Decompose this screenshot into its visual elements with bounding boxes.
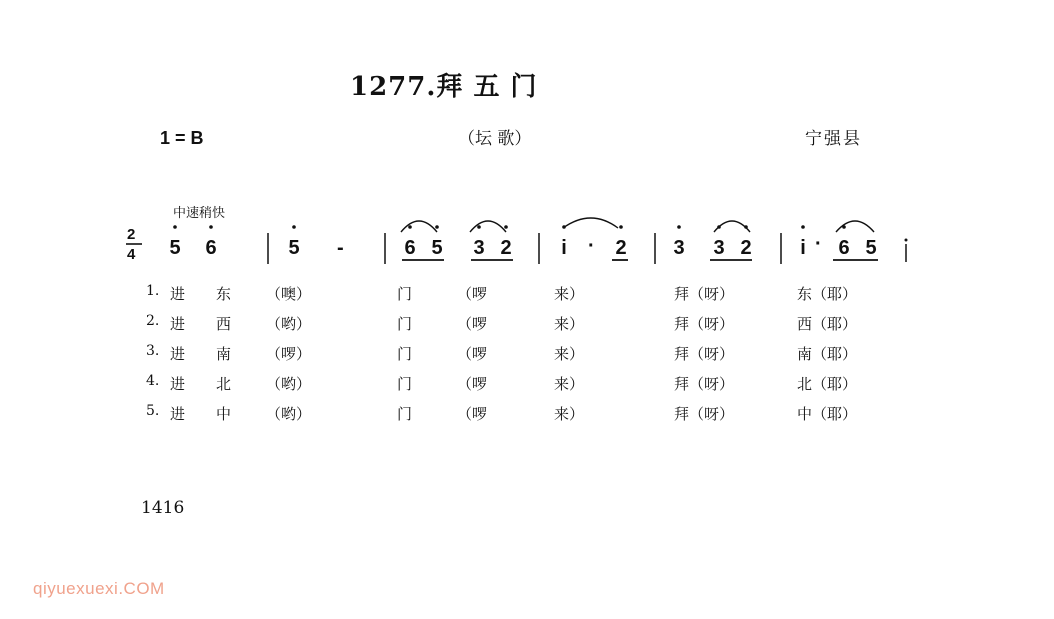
octave-dot [477,225,481,229]
page-number: 1416 [141,498,185,518]
octave-dot [619,225,623,229]
lyric-word: 进 [170,285,186,303]
octave-dot [209,225,213,229]
time-signature-top: 2 [127,226,136,243]
lyric-word: （哟） [266,375,312,393]
lyric-word: 拜（呀） [674,315,735,333]
octave-dot [717,225,721,229]
lyric-word: （啰 [457,315,488,333]
tempo-marking: 中速稍快 [173,206,226,221]
lyric-word: （哟） [266,405,312,423]
lyric-word: （哟） [266,315,312,333]
lyric-word: 拜（呀） [674,405,735,423]
verse-number: 1. [146,283,160,299]
lyric-word: （啰 [457,405,488,423]
lyric-word: 来） [554,405,585,423]
note: 6 [838,237,850,259]
note: 2 [615,237,627,259]
lyric-word: 进 [170,345,186,363]
lyric-word: （噢） [266,285,312,303]
note: 5 [169,237,181,259]
lyric-word: 拜（呀） [674,285,735,303]
octave-dot [408,225,412,229]
lyric-word: （啰 [457,375,488,393]
octave-dot [801,225,805,229]
song-title: 1277.拜 五 门 [350,72,538,102]
lyric-word: 来） [554,315,585,333]
octave-dot [562,225,566,229]
note: 5 [431,237,443,259]
lyric-word: 来） [554,345,585,363]
lyric-word: 门 [397,375,413,393]
lyric-word: 东 [216,285,232,303]
octave-dot [292,225,296,229]
lyric-word: 来） [554,285,585,303]
lyric-word: 来） [554,375,585,393]
note: 6 [205,237,217,259]
dotted-note-mark: · [815,233,822,255]
lyric-word: 南 [216,345,232,363]
lyric-word: 门 [397,345,413,363]
lyric-word: 门 [397,405,413,423]
note: 5 [865,237,877,259]
tie [563,218,618,228]
lyric-word: 中 [216,405,232,423]
verse-number: 3. [146,343,160,359]
slur [470,221,506,232]
lyric-word: 进 [170,405,186,423]
lyric-word: 西（耶） [797,315,858,333]
note: 5 [288,237,300,259]
note: 6 [404,237,416,259]
lyric-word: 进 [170,315,186,333]
lyric-word: 拜（呀） [674,375,735,393]
note: 2 [500,237,512,259]
octave-dot [435,225,439,229]
lyric-word: （啰 [457,285,488,303]
lyric-word: 门 [397,285,413,303]
bar-dot [905,239,908,242]
lyric-word: 南（耶） [797,345,858,363]
verse-number: 2. [146,313,160,329]
verse-number: 5. [146,403,160,419]
region-label: 宁强县 [805,129,862,149]
lyric-word: 门 [397,315,413,333]
lyric-word: 东（耶） [797,285,858,303]
octave-dot [504,225,508,229]
key-signature: 1 = B [160,128,204,148]
time-signature-bottom: 4 [127,246,136,263]
octave-dot [842,225,846,229]
lyric-word: 西 [216,315,232,333]
note: 3 [673,237,685,259]
verse-number: 4. [146,373,160,389]
lyric-word: （啰） [266,345,312,363]
note: i [561,237,567,259]
slur [401,221,437,232]
dotted-note-mark: · [588,235,595,257]
lyric-word: 进 [170,375,186,393]
lyric-word: 拜（呀） [674,345,735,363]
genre-label: （坛 歌） [458,129,532,149]
note: 3 [473,237,485,259]
watermark: qiyuexuexi.COM [33,579,165,598]
lyric-word: 北 [216,375,232,393]
octave-dot [744,225,748,229]
note: 2 [740,237,752,259]
lyric-word: 北（耶） [797,375,858,393]
octave-dot [173,225,177,229]
octave-dot [677,225,681,229]
note-dash: - [337,237,344,259]
lyric-word: （啰 [457,345,488,363]
slur [836,221,874,232]
lyric-word: 中（耶） [797,405,858,423]
note: 3 [713,237,725,259]
note: i [800,237,806,259]
